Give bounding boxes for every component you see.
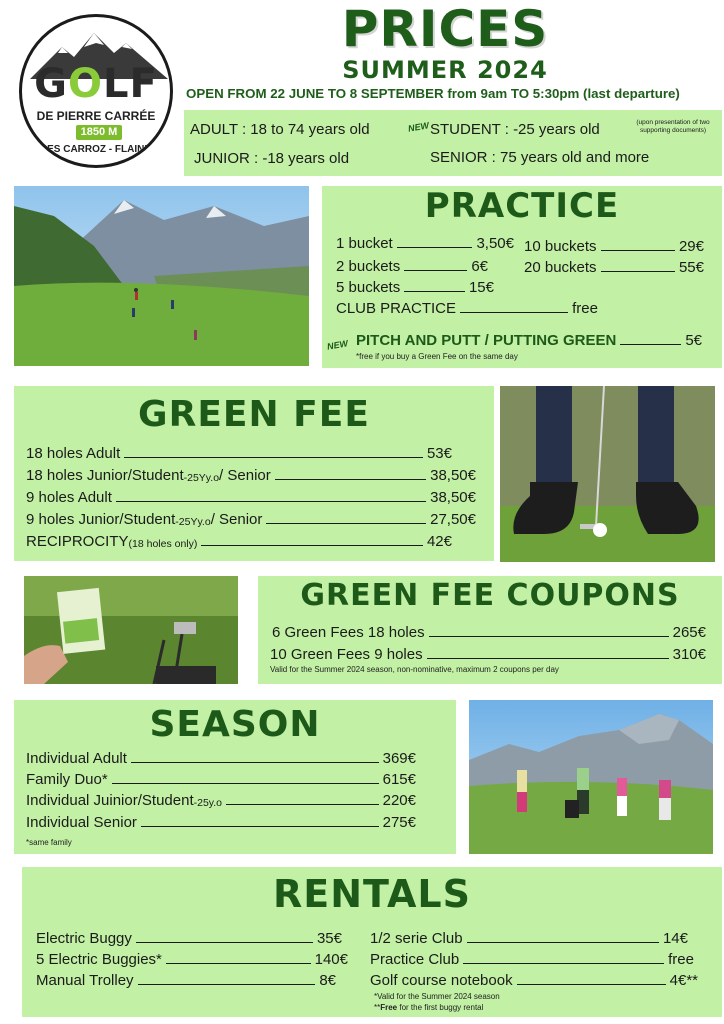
logo-resort: LES CARROZ - FLAINE [41, 144, 151, 155]
coupon-row: 10 Green Fees 9 holes 310€ [270, 646, 706, 663]
green-fee-row: 9 holes Junior/Student -25Yy.o / Senior 27,50€ [26, 511, 476, 528]
rentals-title: RENTALS [273, 872, 471, 916]
practice-row: PITCH AND PUTT / PUTTING GREEN 5€ [356, 332, 702, 349]
golfer-putting-photo [500, 386, 715, 562]
green-fee-title: GREEN FEE [138, 394, 370, 435]
category-student-note: (upon presentation of two supporting documents) [636, 119, 710, 134]
season-row: Individual Senior 275€ [26, 814, 416, 831]
practice-row: 20 buckets 55€ [524, 259, 704, 276]
new-badge: NEW [407, 120, 430, 134]
golf-ball-icon: O [68, 61, 104, 107]
coupons-title: GREEN FEE COUPONS [300, 578, 680, 613]
season-title: SEASON [149, 704, 321, 745]
season-row: Family Duo* 615€ [26, 771, 416, 788]
category-senior: SENIOR : 75 years old and more [430, 149, 650, 166]
green-fee-row: 18 holes Adult 53€ [26, 445, 452, 462]
page-title: PRICES [341, 0, 549, 58]
practice-row: 5 buckets 15€ [336, 279, 494, 296]
category-junior: JUNIOR : -18 years old [194, 150, 350, 167]
rentals-note: **Free for the first buggy rental [374, 1003, 484, 1012]
category-adult: ADULT : 18 to 74 years old [190, 121, 370, 138]
season-row: Individual Juinior/Student -25y.o 220€ [26, 792, 416, 809]
logo-altitude: 1850 M [76, 125, 122, 140]
practice-row: 10 buckets 29€ [524, 238, 704, 255]
green-fee-row: 18 holes Junior/Student -25Yy.o / Senior 38,50€ [26, 467, 476, 484]
rental-row: Electric Buggy 35€ [36, 930, 342, 947]
golf-logo [19, 14, 173, 168]
mountain-course-photo [14, 186, 309, 366]
season-note: *same family [26, 838, 72, 847]
rental-row: Manual Trolley 8€ [36, 972, 336, 989]
green-fee-row: RECIPROCITY (18 holes only) 42€ [26, 533, 452, 550]
logo-wordmark: GOLF [34, 61, 158, 107]
rental-row: Golf course notebook 4€** [370, 972, 698, 989]
rental-row: 1/2 serie Club 14€ [370, 930, 688, 947]
practice-row: 2 buckets 6€ [336, 258, 488, 275]
opening-hours: OPEN FROM 22 JUNE TO 8 SEPTEMBER from 9am TO 5:30pm (last departure) [186, 86, 680, 101]
coupons-note: Valid for the Summer 2024 season, non-nominative, maximum 2 coupons per day [270, 665, 559, 674]
golfers-group-photo [469, 700, 713, 854]
logo-subtitle: DE PIERRE CARRÉE [36, 109, 156, 123]
new-badge: NEW [326, 338, 349, 352]
practice-row: 1 bucket 3,50€ [336, 235, 514, 252]
practice-title: PRACTICE [424, 186, 620, 226]
coupon-book-photo [24, 576, 238, 684]
green-fee-row: 9 holes Adult 38,50€ [26, 489, 476, 506]
season-row: Individual Adult 369€ [26, 750, 416, 767]
practice-row: CLUB PRACTICE free [336, 300, 598, 317]
rental-row: Practice Club free [370, 951, 694, 968]
practice-note: *free if you buy a Green Fee on the same day [356, 352, 518, 361]
rental-row: 5 Electric Buggies* 140€ [36, 951, 348, 968]
coupon-row: 6 Green Fees 18 holes 265€ [272, 624, 706, 641]
category-student: STUDENT : -25 years old [430, 121, 600, 138]
page-subtitle: SUMMER 2024 [342, 56, 548, 84]
rentals-note: *Valid for the Summer 2024 season [374, 992, 500, 1001]
